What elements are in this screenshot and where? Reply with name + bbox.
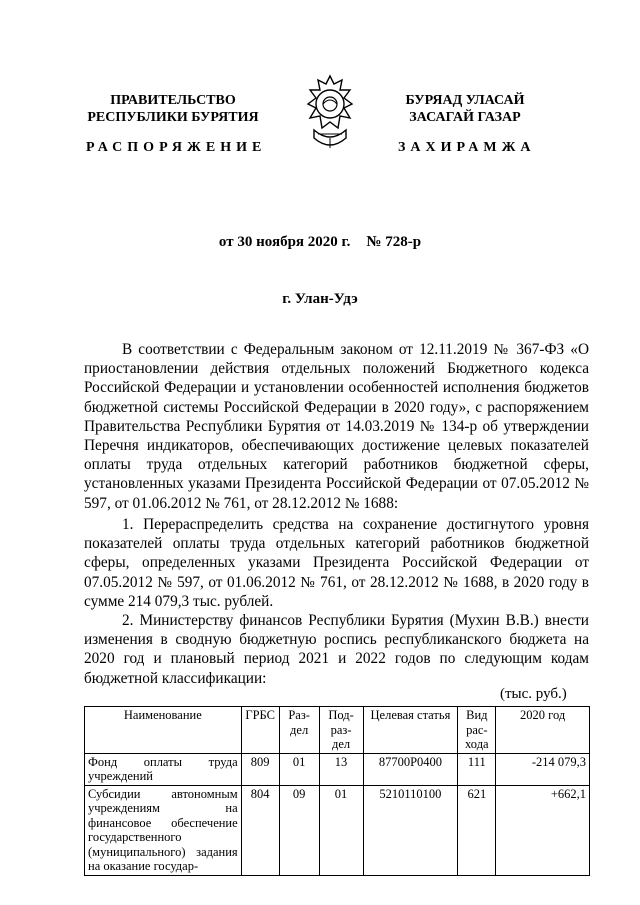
row-podrazdel: 13 (319, 753, 363, 785)
row-year: +662,1 (496, 785, 590, 875)
row-razdel: 09 (279, 785, 319, 875)
units-label: (тыс. руб.) (500, 686, 567, 702)
table-row (85, 753, 590, 785)
row-name: Субсидии автономным учреждениям на финансовое обеспечение государственного (муниципального) задания на оказание государ- (85, 785, 242, 875)
coat-of-arms-emblem-icon (300, 72, 360, 156)
government-title-ru (78, 92, 268, 126)
header-podrazdel: Под-раз-дел (319, 707, 363, 754)
government-title-bua-line1: БУРЯАД УЛАСАЙ (405, 93, 525, 108)
row-razdel: 01 (279, 753, 319, 785)
row-vid: 111 (458, 753, 496, 785)
header-article: Целевая статья (363, 707, 458, 754)
header-year: 2020 год (496, 707, 590, 754)
government-title-line1: ПРАВИТЕЛЬСТВО (110, 93, 236, 108)
row-grbs: 809 (241, 753, 279, 785)
document-date: от 30 ноября 2020 г. (218, 234, 351, 250)
government-title-bua (400, 92, 530, 126)
table-row (85, 785, 590, 875)
clause-1-paragraph: 1. Перераспределить средства на сохранение достигнутого уровня показателей оплаты труда отдельных категорий работников бюджетной сферы, определенных указами Президента Российской Федерации от 07.05.2012 № 597, от 01.06.2012 № 761, от 28.12.2012 № 1688, в 2020 году в сумме 214 079,3 тыс. рублей. (84, 516, 589, 610)
clause-2-paragraph: 2. Министерству финансов Республики Бурятия (Мухин В.В.) внести изменения в сводную бюджетную роспись республиканского бюджета на 2020 год и плановый период 2021 и 2022 годов по следующим кодам бюджетной классификации: (84, 612, 589, 687)
document-type-bua: ЗАХИРАМЖА (398, 140, 536, 155)
row-name: Фонд оплаты труда учреждений (85, 753, 242, 785)
table-header-row (85, 707, 590, 754)
government-title-bua-line2: ЗАСАГАЙ ГАЗАР (409, 110, 521, 125)
document-city: г. Улан-Удэ (282, 291, 358, 307)
document-number: № 728-р (366, 234, 422, 250)
budget-table (84, 706, 590, 876)
row-vid: 621 (458, 785, 496, 875)
row-article: 5210110100 (363, 785, 458, 875)
header-vid: Вид рас-хода (458, 707, 496, 754)
document-date-number (0, 234, 640, 251)
row-podrazdel: 01 (319, 785, 363, 875)
header-name: Наименование (85, 707, 242, 754)
header-razdel: Раз-дел (279, 707, 319, 754)
preamble-paragraph: В соответствии с Федеральным законом от 12.11.2019 № 367-ФЗ «О приостановлении действия отдельных положений Бюджетного кодекса Российской Федерации и установлении особенностей исполнения бюджетов бюджетной системы Российской Федерации в 2020 году», с распоряжением Правительства Республики Бурятия от 14.03.2019 № 134-р об утверждении Перечня индикаторов, обеспечивающих достижение целевых показателей оплаты труда отдельных категорий работников бюджетной сферы, установленных указами Президента Российской Федерации от 07.05.2012 № 597, от 01.06.2012 № 761, от 28.12.2012 № 1688: (84, 341, 589, 512)
document-type-ru: РАСПОРЯЖЕНИЕ (86, 140, 267, 155)
row-grbs: 804 (241, 785, 279, 875)
row-year: -214 079,3 (496, 753, 590, 785)
header-grbs: ГРБС (241, 707, 279, 754)
row-article: 87700Р0400 (363, 753, 458, 785)
government-title-line2: РЕСПУБЛИКИ БУРЯТИЯ (87, 110, 259, 125)
